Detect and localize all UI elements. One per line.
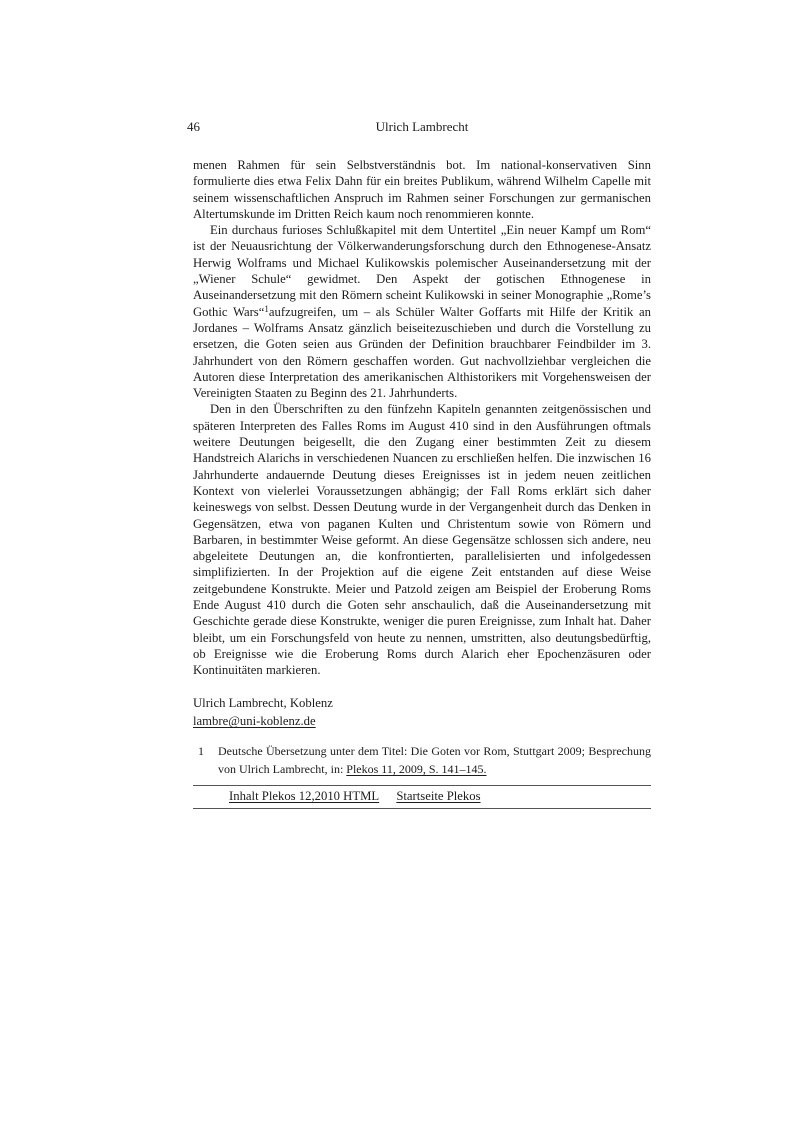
body-paragraph-1: menen Rahmen für sein Selbstverständnis bot. Im national-konservativen Sinn formulierte dies etwa Felix Dahn für ein breites Publikum, während Wilhelm Capelle mit seinem wissenschaftlichen Anspruch im Rahmen seiner Forschungen zur germanischen Altertumskunde im Dritten Reich kaum noch renommieren konnte. <box>193 158 651 221</box>
footnote-text <box>218 742 651 778</box>
footer-link-inhalt-plekos[interactable]: Inhalt Plekos 12,2010 HTML <box>229 788 380 803</box>
body-paragraph-3: Den in den Überschriften zu den fünfzehn Kapiteln genannten zeitgenössischen und späteren Interpreten des Falles Roms im August 410 sind in den Ausführungen oftmals weitere Deutungen beigesellt, die den Zugang einer bestimmten Zeit zu diesem Handstreich Alarichs in verschiedenen Nuancen zu erschließen helfen. Die inzwischen 16 Jahrhunderte andauernde Deutung dieses Ereignisses ist in jedem neuen zeitlichen Kontext von vielerlei Voraussetzungen abhängig; der Fall Roms erklärt sich daher keineswegs von selbst. Dessen Deutung wurde in der Vergangenheit durch das Denken in Gegensätzen, etwa von paganen Kulten und Christentum sowie von Römern und Barbaren, in bestimmter Weise geformt. An diese Gegensätze schlossen sich andere, neu abgeleitete Deutungen an, die konfrontierten, parallelisierten und infolgedessen simplifizierten. In der Projektion auf die eigene Zeit entstanden auf diese Weise zeitgebundene Konstrukte. Meier und Patzold zeigen am Beispiel der Eroberung Roms Ende August 410 durch die Goten sehr anschaulich, daß die Auseinandersetzung mit Geschichte gerade diese Konstrukte, weniger die puren Ereignisse, zum Inhalt hat. Daher bleibt, um ein Forschungsfeld von heute zu nennen, umstritten, also deutungsbedürftig, ob Ereignisse wie die Eroberung Roms durch Alarich eher Epochenzäsuren oder Kontinuitäten markieren. <box>193 402 651 678</box>
footnote <box>193 742 651 778</box>
running-header <box>187 119 651 134</box>
text-column <box>187 119 651 809</box>
page-number: 46 <box>187 119 200 134</box>
body-paragraph-2 <box>193 222 651 401</box>
footnote-gap <box>210 742 218 778</box>
footnote-plekos-link[interactable]: Plekos 11, 2009, S. 141–145. <box>346 761 487 776</box>
author-signature <box>193 694 651 731</box>
footnote-number: 1 <box>198 743 204 758</box>
author-email-link[interactable]: lambre@uni-koblenz.de <box>193 714 316 728</box>
paragraph-2-text-before-note: Ein durchaus furioses Schlußkapitel mit dem Untertitel „Ein neuer Kampf um Rom“ ist der Neuausrichtung der Völkerwanderungsforschung durch den Ethnogenese-Ansatz Herwig Wolframs und Michael Kulikowskis polemischer Auseinandersetzung mit der „Wiener Schule“ gewidmet. Den Aspekt der gotischen Ethnogenese in Auseinandersetzung mit den Römern scheint Kulikowski in seiner Monographie „Rome’s Gothic Wars“ <box>193 223 651 319</box>
author-name: Ulrich Lambrecht, Koblenz <box>193 695 333 710</box>
footnote-marker: 1 <box>264 303 269 314</box>
footer-link-startseite-plekos[interactable]: Startseite Plekos <box>396 788 481 803</box>
running-head-title: Ulrich Lambrecht <box>375 119 469 134</box>
page-footer-nav <box>193 785 651 809</box>
paragraph-2-text-after-note: aufzugreifen, um – als Schüler Walter Goffarts mit Hilfe der Kritik an Jordanes – Wolframs Ansatz gänzlich beiseitezuschieben und durch die Vorstellung zu ersetzen, die Goten seien aus Gründen der Definition brauchbarer Feindbilder im 3. Jahrhundert von den Römern geschaffen worden. Gut nachvollziehbar vergleichen die Autoren diese Interpretation des amerikanischen Althistorikers mit Vorgehensweisen der Vereinigten Staaten zu Beginn des 21. Jahrhunderts. <box>193 304 651 401</box>
article-body <box>193 157 651 679</box>
footnote-text-plain: Deutsche Übersetzung unter dem Titel: Die Goten vor Rom, Stuttgart 2009; Besprechung von Ulrich Lambrecht, in: <box>218 743 651 776</box>
